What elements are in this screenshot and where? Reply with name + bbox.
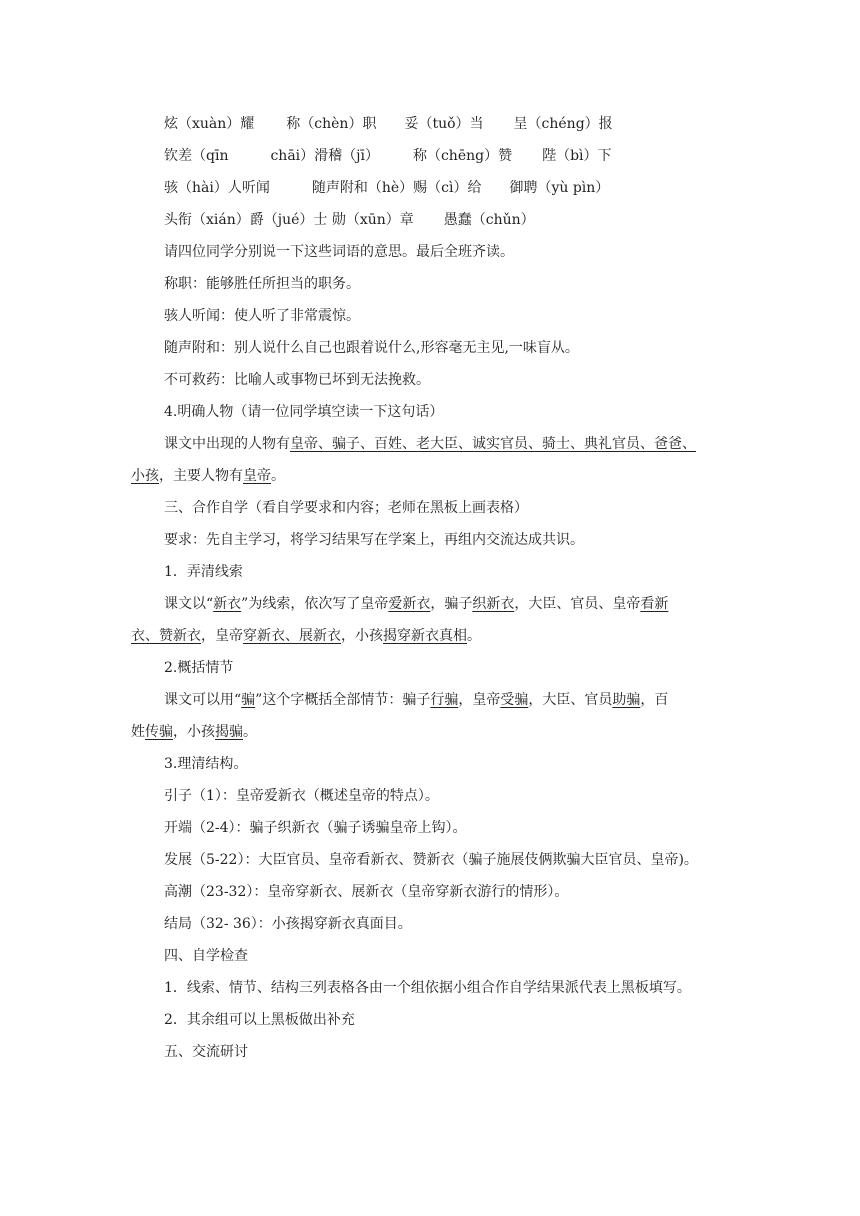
pinyin-line-4	[164, 210, 535, 230]
section-heading: 三、合作自学（看自学要求和内容；老师在黑板上画表格）	[164, 500, 528, 516]
clue-paragraph: 课文以“新衣”为线索，依次写了皇帝爱新衣，骗子织新衣，大臣、官员、皇帝看新 衣、赞新衣，皇帝穿新衣、展新衣，小孩揭穿新衣真相。	[131, 596, 669, 644]
structure-item: 结局（32- 36）：小孩揭穿新衣真面目。	[164, 916, 412, 932]
check-item: 1．线索、情节、结构三列表格各由一个组依据小组合作自学结果派代表上黑板填写。	[164, 980, 691, 996]
vocab-item: 炫（xuàn）耀	[164, 116, 255, 132]
structure-item: 高潮（23-32）：皇帝穿新衣、展新衣（皇帝穿新衣游行的情形）。	[164, 884, 569, 900]
subsection-heading: 1．弄清线索	[164, 564, 243, 580]
definition: 随声附和：别人说什么自己也跟着说什么,形容毫无主见,一味盲从。	[164, 340, 579, 356]
vocab-item: 愚蠢（chǔn）	[443, 212, 535, 228]
section-heading: 五、交流研讨	[164, 1044, 248, 1060]
pinyin-line-2	[164, 146, 612, 166]
definition: 骇人听闻：使人听了非常震惊。	[164, 308, 360, 324]
vocab-item: 称（chèn）职	[286, 116, 377, 132]
characters-paragraph: 课文中出现的人物有皇帝、骗子、百姓、老大臣、诚实官员、骑士、典礼官员、爸爸、 小孩，主要人物有皇帝。	[131, 436, 696, 484]
underlined-answer: 小孩	[131, 468, 159, 484]
subsection-heading: 2.概括情节	[164, 660, 234, 676]
vocab-item: 呈（chéng）报	[513, 116, 613, 132]
plot-paragraph: 课文可以用“骗”这个字概括全部情节：骗子行骗，皇帝受骗，大臣、官员助骗，百 姓传骗，小孩揭骗。	[131, 692, 669, 740]
underlined-answer: 皇帝	[243, 468, 271, 484]
vocab-item: 随声附和（hè）赐（cì）给	[311, 180, 482, 196]
vocab-item: 妥（tuǒ）当	[404, 116, 484, 132]
instruction-text: 请四位同学分别说一下这些词语的意思。最后全班齐读。	[164, 244, 514, 260]
requirement-text: 要求：先自主学习，将学习结果写在学案上，再组内交流达成共识。	[164, 532, 584, 548]
structure-item: 开端（2-4）：骗子织新衣（骗子诱骗皇帝上钩）。	[164, 820, 467, 836]
vocab-item: 头衔（xián）爵（jué）士 勋（xūn）章	[164, 212, 414, 228]
vocab-item: 御聘（yù pìn）	[509, 180, 610, 196]
underlined-answer: 皇帝、骗子、百姓、老大臣、诚实官员、骑士、典礼官员、爸爸、	[290, 436, 696, 452]
pinyin-line-3	[164, 178, 609, 198]
structure-item: 引子（1）：皇帝爱新衣（概述皇帝的特点）。	[164, 788, 439, 804]
structure-item: 发展（5-22）：大臣官员、皇帝看新衣、赞新衣（骗子施展伎俩欺骗大臣官员、皇帝)。	[164, 852, 698, 868]
vocab-item: chāi）滑稽（jī）	[270, 148, 379, 164]
definition: 不可救药：比喻人或事物已坏到无法挽救。	[164, 372, 430, 388]
subsection-heading: 3.理清结构。	[164, 756, 248, 772]
definition: 称职：能够胜任所担当的职务。	[164, 276, 360, 292]
section-heading: 四、自学检查	[164, 948, 248, 964]
check-item: 2．其余组可以上黑板做出补充	[164, 1012, 355, 1028]
vocab-item: 称（chēng）赞	[412, 148, 513, 164]
pinyin-line-1	[164, 114, 613, 134]
vocab-item: 钦差（qīn	[164, 148, 229, 164]
vocab-item: 陛（bì）下	[542, 148, 612, 164]
vocab-item: 骇（hài）人听闻	[164, 180, 270, 196]
section-heading: 4.明确人物（请一位同学填空读一下这句话）	[164, 404, 444, 420]
